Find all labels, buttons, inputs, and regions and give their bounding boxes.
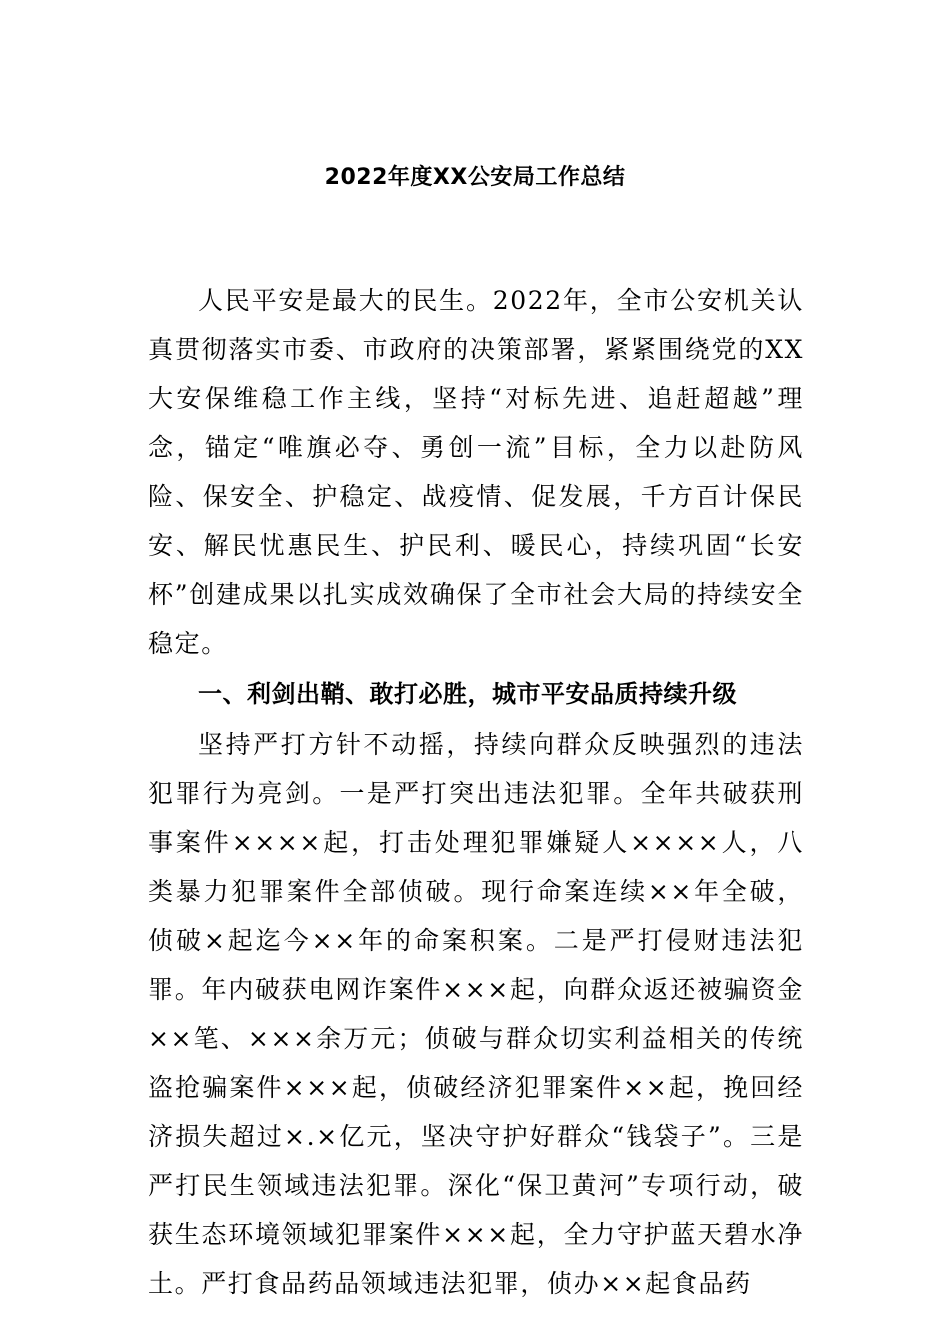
section-1-paragraph: 坚持严打方针不动摇，持续向群众反映强烈的违法犯罪行为亮剑。一是严打突出违法犯罪。全年共破获刑事案件××××起，打击处理犯罪嫌疑人××××人，八类暴力犯罪案件全部侦破。现行命案连续××年全破，侦破×起迄今××年的命案积案。二是严打侵财违法犯罪。年内破获电网诈案件×××起，向群众返还被骗资金××笔、×××余万元；侦破与群众切实利益相关的传统盗抢骗案件×××起，侦破经济犯罪案件××起，挽回经济损失超过×.×亿元，坚决守护好群众“钱袋子”。三是严打民生领域违法犯罪。深化“保卫黄河”专项行动，破获生态环境领域犯罪案件×××起，全力守护蓝天碧水净土。严打食品药品领域违法犯罪，侦办××起食品药: [148, 730, 804, 1298]
document-title: 2022年度XX公安局工作总结: [324, 165, 626, 190]
section-1-heading: 一、利剑出鞘、敢打必胜，城市平安品质持续升级: [198, 680, 737, 708]
document-body: [148, 276, 804, 1308]
intro-paragraph: 人民平安是最大的民生。2022年，全市公安机关认真贯彻落实市委、市政府的决策部署，紧紧围绕党的XX大安保维稳工作主线，坚持“对标先进、追赶超越”理念，锚定“唯旗必夺、勇创一流”目标，全力以赴防风险、保安全、护稳定、战疫情、促发展，千方百计保民安、解民忧惠民生、护民利、暖民心，持续巩固“长安杯”创建成果以扎实成效确保了全市社会大局的持续安全稳定。: [148, 286, 804, 658]
